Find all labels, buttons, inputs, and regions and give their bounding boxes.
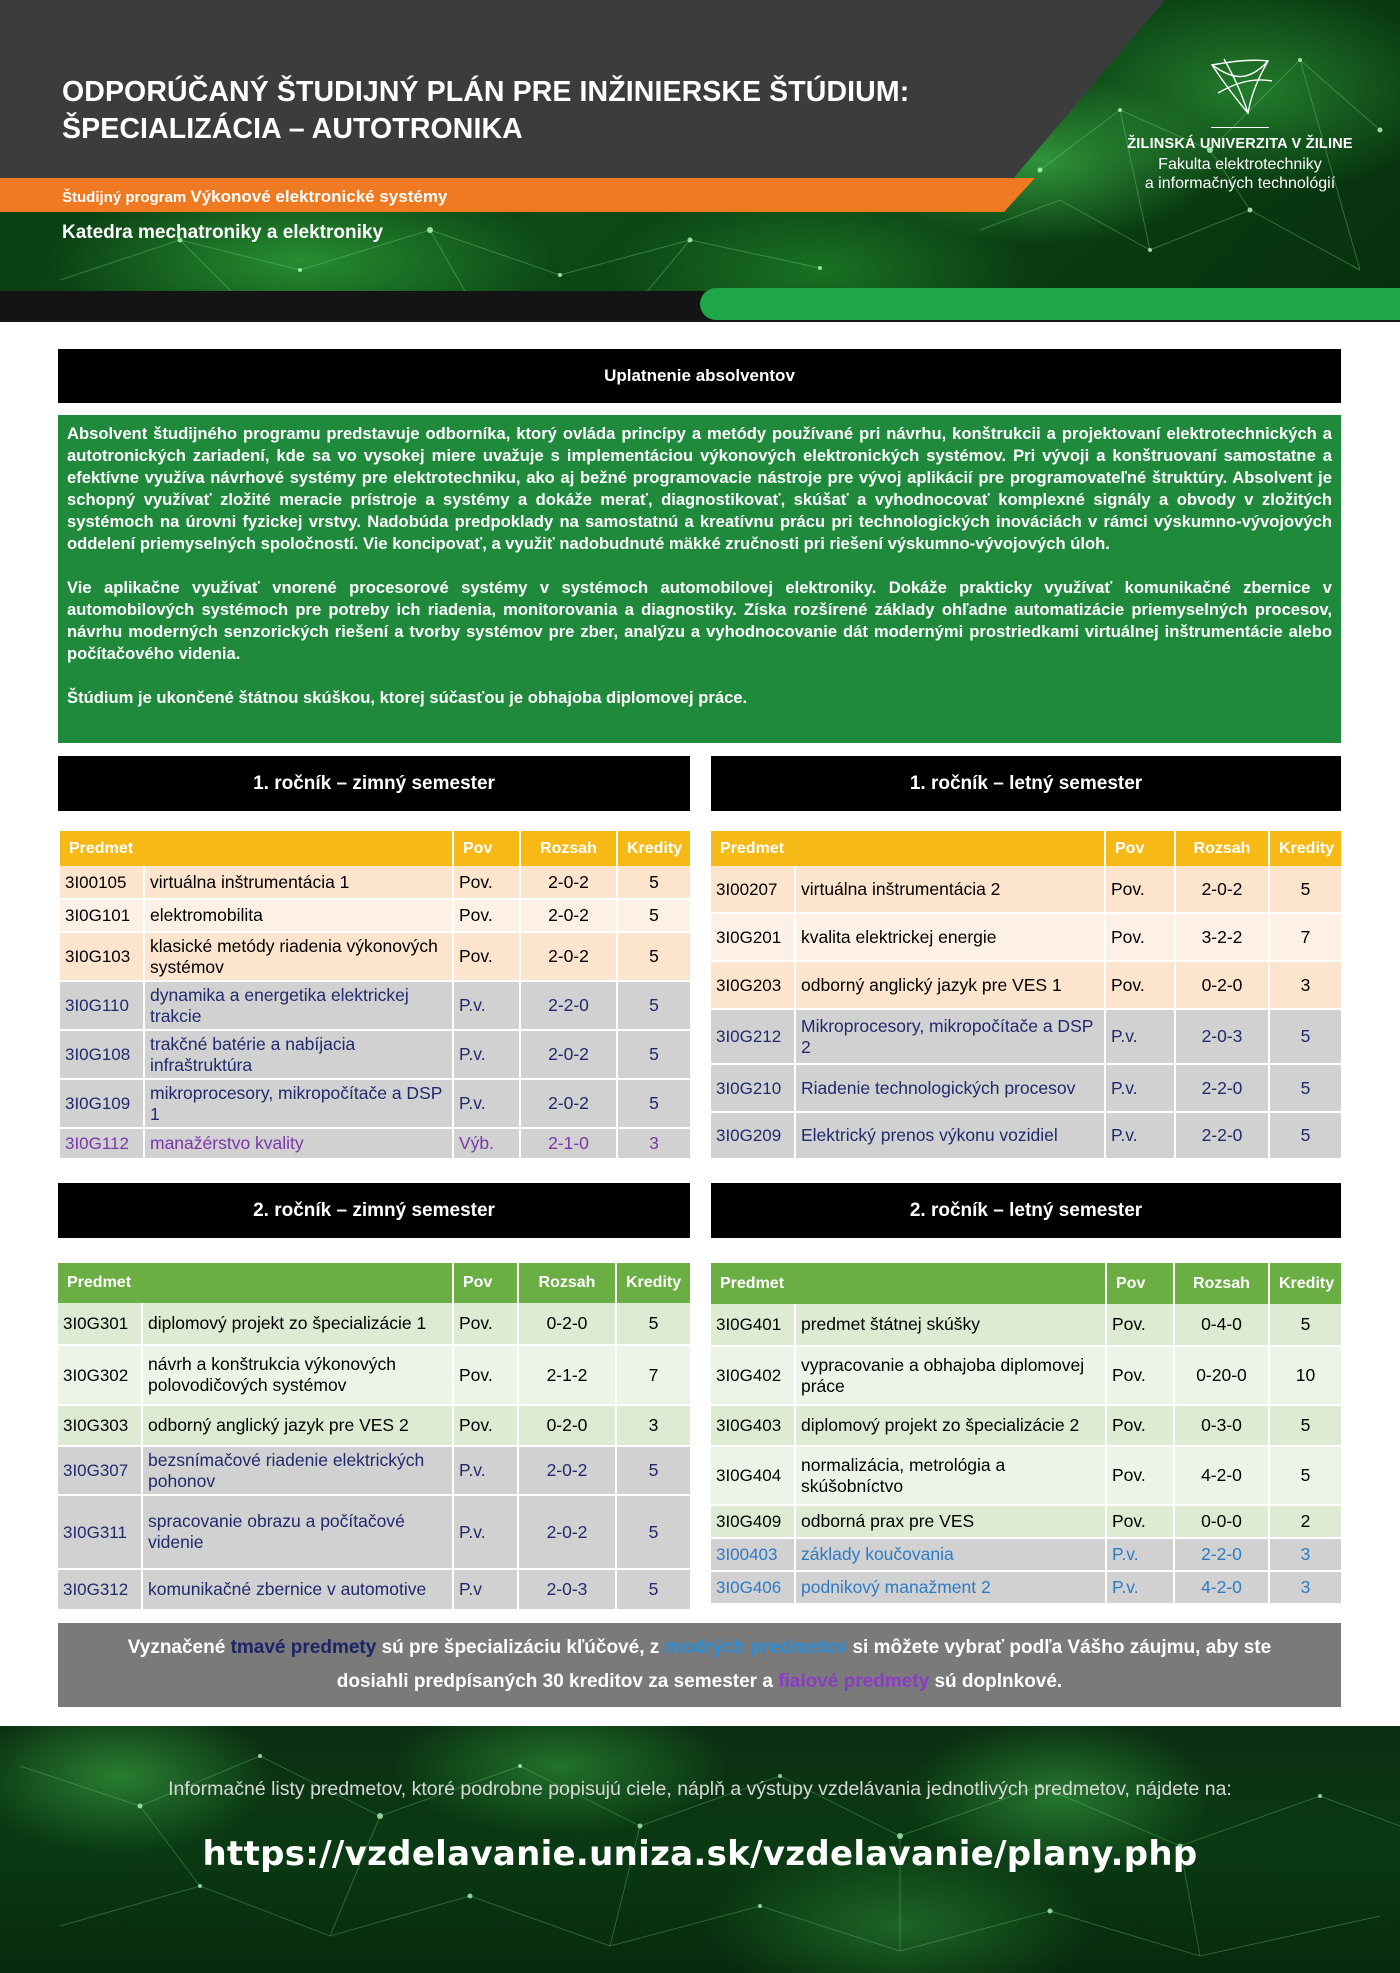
col-subject: Predmet [60,831,453,866]
subject-credits: 5 [1269,1304,1341,1346]
subject-name: základy koučovania [795,1538,1106,1571]
subject-type: P.v. [453,1030,520,1079]
col-subject: Predmet [711,1263,1106,1304]
col-range: Rozsah [1175,831,1269,866]
subject-name: diplomový projekt zo špecializácie 2 [795,1405,1106,1446]
subject-code: 3I0G209 [711,1112,795,1159]
faculty-name [1115,155,1365,193]
table-row [58,1495,690,1569]
table-row [711,1112,1341,1159]
subject-name: mikroprocesory, mikropočítače a DSP 1 [144,1079,453,1128]
subject-range: 2-0-2 [518,1495,616,1569]
subject-range: 2-1-2 [518,1345,616,1405]
subject-code: 3I0G201 [711,913,795,961]
legend-text: Vyznačené [127,1637,231,1658]
subject-type: P.v. [453,1079,520,1128]
legend-text: sú doplnkové. [929,1671,1063,1692]
y2-winter-heading: 2. ročník – zimný semester [58,1183,690,1238]
subject-credits: 5 [1269,1009,1341,1064]
subject-name: virtuálna inštrumentácia 1 [144,866,453,899]
table-row [711,1346,1341,1405]
table-row [58,1405,690,1446]
subject-range: 2-0-3 [1175,1009,1269,1064]
col-subject: Predmet [711,831,1105,866]
subject-type: P.v [453,1569,518,1610]
subject-credits: 5 [1269,866,1341,913]
y1-summer-heading: 1. ročník – letný semester [711,756,1341,811]
study-program-prefix: Študijný program [62,189,187,206]
legend-note-line2 [58,1665,1341,1699]
subject-code: 3I0G108 [60,1030,144,1079]
subject-name: podnikový manažment 2 [795,1571,1106,1604]
subject-range: 2-0-3 [518,1569,616,1610]
page-title-line2: ŠPECIALIZÁCIA – AUTOTRONIKA [62,113,523,145]
logo-divider [1211,127,1269,128]
y1-winter-heading: 1. ročník – zimný semester [58,756,690,811]
subject-name: virtuálna inštrumentácia 2 [795,866,1105,913]
subject-code: 3I0G109 [60,1079,144,1128]
legend-dark-subjects: tmavé predmety [230,1637,377,1658]
subject-range: 2-1-0 [520,1128,617,1159]
y2-summer-heading: 2. ročník – letný semester [711,1183,1341,1238]
subject-code: 3I0G210 [711,1064,795,1112]
subject-range: 0-0-0 [1174,1505,1269,1538]
subject-name: bezsnímačové riadenie elektrických pohonov [142,1446,453,1495]
subject-name: Mikroprocesory, mikropočítače a DSP 2 [795,1009,1105,1064]
table-row [711,1064,1341,1112]
subject-code: 3I0G401 [711,1304,795,1346]
header-green-pill [700,288,1400,320]
subject-type: P.v. [453,1446,518,1495]
subject-type: Pov. [1106,1405,1174,1446]
table-row [58,1345,690,1405]
subject-code: 3I00403 [711,1538,795,1571]
subject-code: 3I0G311 [58,1495,142,1569]
subject-credits: 5 [616,1495,690,1569]
col-subject: Predmet [58,1263,453,1303]
subject-name: návrh a konštrukcia výkonových polovodičových systémov [142,1345,453,1405]
subject-range: 2-0-2 [1175,866,1269,913]
study-program-name: Výkonové elektronické systémy [190,187,448,206]
subject-name: dynamika a energetika elektrickej trakcie [144,981,453,1030]
subject-credits: 5 [616,1303,690,1345]
subject-name: kvalita elektrickej energie [795,913,1105,961]
graduates-paragraph-2: Vie aplikačne využívať vnorené procesorové systémy v systémoch automobilovej elektroniky. Dokáže prakticky využívať komunikačné zbernice v automobilových systémoch pre potreby ich riadenia, monitorovania a diagnostiky. Získa rozšírené základy ohľadne automatizácie priemyselných procesov, návrhu moderných senzorických riešení a tvorby systémov pre zber, analýzu a vyhodnocovanie dát modernými prostriedkami virtuálnej inštrumentácie alebo počítačového videnia. [67,578,1332,663]
subject-range: 4-2-0 [1174,1446,1269,1505]
subject-credits: 10 [1269,1346,1341,1405]
subject-name: diplomový projekt zo špecializácie 1 [142,1303,453,1345]
table-header-row [60,831,690,866]
subject-range: 0-20-0 [1174,1346,1269,1405]
subject-credits: 3 [617,1128,690,1159]
subject-credits: 5 [616,1446,690,1495]
subject-credits: 5 [1269,1112,1341,1159]
subject-credits: 5 [1269,1446,1341,1505]
subject-name: Riadenie technologických procesov [795,1064,1105,1112]
subject-name: normalizácia, metrológia a skúšobníctvo [795,1446,1106,1505]
legend-violet-subjects: fialové predmety [778,1671,930,1692]
faculty-name-line1: Fakulta elektrotechniky [1158,156,1322,173]
subject-code: 3I0G103 [60,932,144,981]
col-type: Pov [453,831,520,866]
subject-name: manažérstvo kvality [144,1128,453,1159]
subject-code: 3I00105 [60,866,144,899]
subject-credits: 5 [617,932,690,981]
subject-code: 3I0G406 [711,1571,795,1604]
subject-range: 2-0-2 [520,932,617,981]
subject-credits: 2 [1269,1505,1341,1538]
subject-code: 3I0G110 [60,981,144,1030]
study-plans-link[interactable]: https://vzdelavanie.uniza.sk/vzdelavanie/plany.php [202,1834,1198,1874]
subject-code: 3I00207 [711,866,795,913]
subject-credits: 5 [617,1030,690,1079]
course-info-text: Informačné listy predmetov, ktoré podrobne popisujú ciele, náplň a výstupy vzdelávania jednotlivých predmetov, nájdete na: [168,1778,1232,1800]
header-banner [0,0,1400,322]
table-row [60,1079,690,1128]
table-row [60,1030,690,1079]
subject-range: 0-2-0 [518,1303,616,1345]
subject-type: Pov. [453,899,520,932]
subject-range: 2-0-2 [520,1079,617,1128]
subject-type: P.v. [1106,1538,1174,1571]
subject-name: spracovanie obrazu a počítačové videnie [142,1495,453,1569]
subject-type: Pov. [1105,961,1175,1009]
university-name: ŽILINSKÁ UNIVERZITA V ŽILINE [1127,136,1353,152]
subject-type: P.v. [1105,1064,1175,1112]
table-row [711,1538,1341,1571]
subject-range: 2-0-2 [518,1446,616,1495]
col-type: Pov [1106,1263,1174,1304]
subject-type: Výb. [453,1128,520,1159]
table-row [711,1304,1341,1346]
subject-code: 3I0G212 [711,1009,795,1064]
subject-code: 3I0G402 [711,1346,795,1405]
table-row [58,1303,690,1345]
subject-type: Pov. [1106,1304,1174,1346]
col-credits: Kredity [616,1263,690,1303]
subject-code: 3I0G112 [60,1128,144,1159]
col-credits: Kredity [1269,831,1341,866]
subject-name: elektromobilita [144,899,453,932]
subject-range: 2-0-2 [520,1030,617,1079]
col-type: Pov [1105,831,1175,866]
subject-type: P.v. [1106,1571,1174,1604]
col-credits: Kredity [617,831,690,866]
table-row [60,1128,690,1159]
table-header-row [711,831,1341,866]
table-row [711,1009,1341,1064]
subject-code: 3I0G101 [60,899,144,932]
subject-range: 2-2-0 [1175,1064,1269,1112]
table-row [60,899,690,932]
subject-type: Pov. [1106,1505,1174,1538]
faculty-name-line2: a informačných technológií [1144,175,1336,192]
subject-type: P.v. [1105,1112,1175,1159]
subject-code: 3I0G203 [711,961,795,1009]
subject-name: klasické metódy riadenia výkonových systémov [144,932,453,981]
subject-range: 4-2-0 [1174,1571,1269,1604]
subject-name: trakčné batérie a nabíjacia infraštruktúra [144,1030,453,1079]
legend-text: dosiahli predpísaných 30 kreditov za semester a [336,1671,779,1692]
subject-name: Elektrický prenos výkonu vozidiel [795,1112,1105,1159]
page-title-line1: ODPORÚČANÝ ŠTUDIJNÝ PLÁN PRE INŽINIERSKE ŠTÚDIUM: [62,76,910,108]
subject-range: 3-2-2 [1175,913,1269,961]
subject-range: 2-2-0 [1175,1112,1269,1159]
subject-range: 0-2-0 [518,1405,616,1446]
subject-range: 0-2-0 [1175,961,1269,1009]
subject-code: 3I0G409 [711,1505,795,1538]
col-type: Pov [453,1263,518,1303]
table-row [711,1405,1341,1446]
subject-type: P.v. [1105,1009,1175,1064]
subject-type: Pov. [1106,1346,1174,1405]
y1-winter-table [60,831,690,1160]
table-row [711,866,1341,913]
subject-type: Pov. [453,1303,518,1345]
legend-note [58,1623,1341,1707]
subject-type: P.v. [453,981,520,1030]
subject-type: Pov. [453,932,520,981]
graduates-paragraph-3: Štúdium je ukončené štátnou skúškou, ktorej súčasťou je obhajoba diplomovej práce. [67,688,748,707]
col-range: Rozsah [520,831,617,866]
legend-text: sú pre špecializáciu kľúčové, z [376,1637,665,1658]
subject-credits: 5 [1269,1405,1341,1446]
footer-banner [0,1726,1400,1973]
study-program [62,187,447,207]
y2-summer-table [711,1263,1341,1605]
col-credits: Kredity [1269,1263,1341,1304]
subject-credits: 3 [1269,961,1341,1009]
table-row [58,1569,690,1610]
subject-name: odborná prax pre VES [795,1505,1106,1538]
subject-code: 3I0G302 [58,1345,142,1405]
subject-credits: 5 [616,1569,690,1610]
y2-winter-table [58,1263,690,1611]
col-range: Rozsah [1174,1263,1269,1304]
subject-credits: 5 [1269,1064,1341,1112]
subject-credits: 7 [616,1345,690,1405]
subject-range: 0-4-0 [1174,1304,1269,1346]
subject-code: 3I0G301 [58,1303,142,1345]
subject-name: komunikačné zbernice v automotive [142,1569,453,1610]
subject-range: 2-0-2 [520,866,617,899]
subject-type: Pov. [1105,913,1175,961]
page-title [62,74,909,148]
subject-type: Pov. [1105,866,1175,913]
subject-range: 0-3-0 [1174,1405,1269,1446]
table-header-row [58,1263,690,1303]
subject-type: Pov. [1106,1446,1174,1505]
table-row [60,932,690,981]
subject-credits: 5 [617,866,690,899]
subject-name: predmet štátnej skúšky [795,1304,1106,1346]
table-row [60,981,690,1030]
subject-credits: 3 [1269,1538,1341,1571]
graduates-paragraph-1: Absolvent študijného programu predstavuje odborníka, ktorý ovláda princípy a metódy používané pri návrhu, konštrukcii a projektovaní elektrotechnických a autotronických zariadení, kde sa vo vysokej miere uvažuje s implementáciou výkonových elektronických systémov. Pri vývoji a konštruovaní samostatne a efektívne využíva návrhové systémy pre elektrotechniku, ako aj bežné programovacie nástroje pre vývoj aplikácií pre programovateľné štruktúry. Absolvent je schopný využívať zložité meracie prístroje a systémy a dokáže merať, diagnostikovať, skúšať a vyhodnocovať komplexné signály a obvody v zložitých systémoch na úrovni fyzickej vrstvy. Nadobúda predpoklady na samostatnú a kreatívnu prácu pri technologických inováciách v rámci výskumno-vývojových oddelení priemyselných spoločností. Vie koncipovať, a využiť nadobudnuté mäkké zručnosti pri riešení výskumno-vývojových úloh. [67,424,1332,553]
table-row [711,913,1341,961]
subject-range: 2-2-0 [1174,1538,1269,1571]
subject-range: 2-2-0 [520,981,617,1030]
graduates-heading: Uplatnenie absolventov [58,349,1341,403]
col-range: Rozsah [518,1263,616,1303]
subject-code: 3I0G303 [58,1405,142,1446]
table-header-row [711,1263,1341,1304]
subject-credits: 3 [1269,1571,1341,1604]
table-row [711,1571,1341,1604]
subject-range: 2-0-2 [520,899,617,932]
subject-name: vypracovanie a obhajoba diplomovej práce [795,1346,1106,1405]
table-row [711,1505,1341,1538]
subject-code: 3I0G403 [711,1405,795,1446]
subject-credits: 3 [616,1405,690,1446]
subject-type: Pov. [453,866,520,899]
subject-type: Pov. [453,1405,518,1446]
table-row [58,1446,690,1495]
subject-code: 3I0G307 [58,1446,142,1495]
subject-type: P.v. [453,1495,518,1569]
subject-credits: 5 [617,899,690,932]
subject-code: 3I0G404 [711,1446,795,1505]
subject-credits: 7 [1269,913,1341,961]
subject-code: 3I0G312 [58,1569,142,1610]
table-row [711,1446,1341,1505]
graduates-text [58,415,1341,743]
department-name: Katedra mechatroniky a elektroniky [62,222,384,243]
table-row [711,961,1341,1009]
subject-name: odborný anglický jazyk pre VES 2 [142,1405,453,1446]
subject-type: Pov. [453,1345,518,1405]
subject-credits: 5 [617,981,690,1030]
legend-text: si môžete vybrať podľa Vášho záujmu, aby ste [847,1637,1272,1658]
university-logo-icon [1204,55,1276,121]
y1-summer-table [711,831,1341,1160]
subject-name: odborný anglický jazyk pre VES 1 [795,961,1105,1009]
table-row [60,866,690,899]
university-logo-block [1115,55,1365,193]
legend-blue-subjects: modrých predmetov [664,1637,848,1658]
legend-note-line1 [58,1631,1341,1665]
subject-credits: 5 [617,1079,690,1128]
